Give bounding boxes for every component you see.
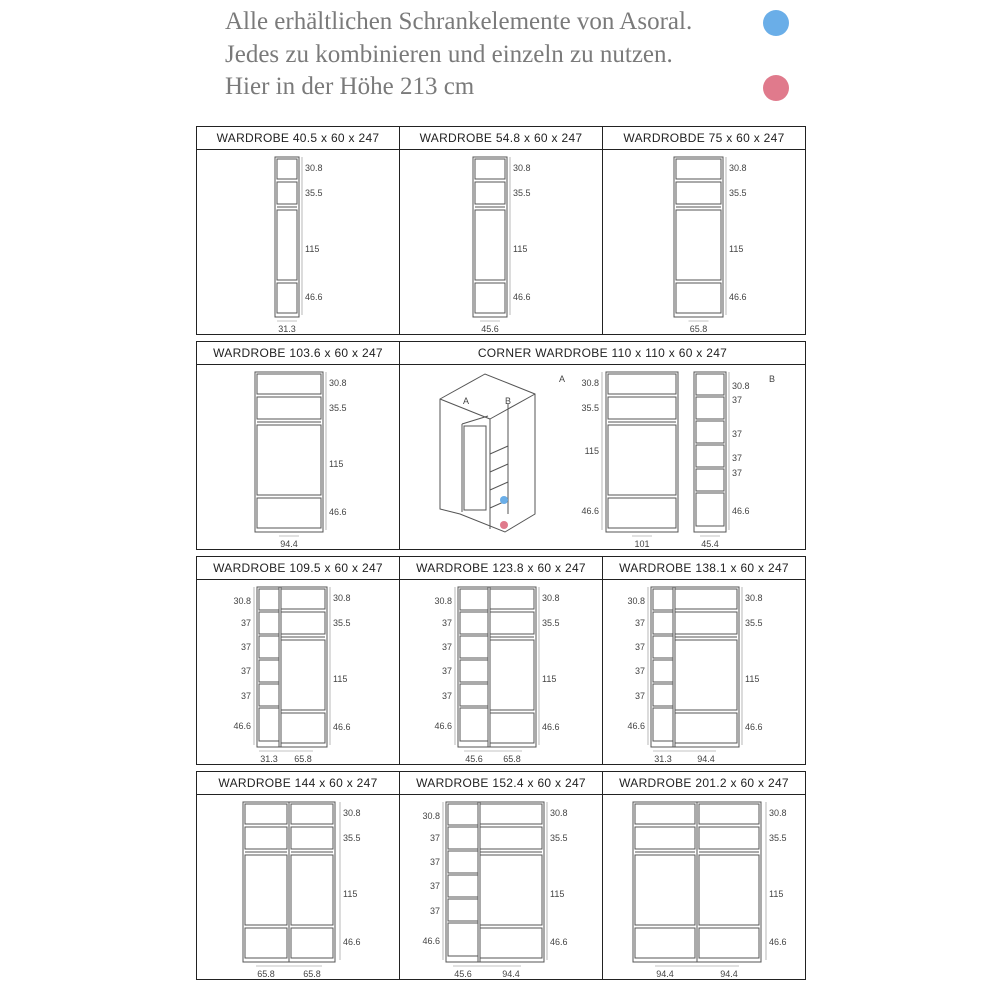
cabinet-frame bbox=[257, 587, 281, 747]
shelf-compartment bbox=[696, 397, 724, 419]
shelf-compartment bbox=[448, 851, 478, 873]
compartment-bottom bbox=[490, 713, 534, 743]
dimension-label: 94.4 bbox=[720, 969, 738, 979]
dimension-label: 30.8 bbox=[343, 808, 361, 818]
dimension-label: 37 bbox=[441, 642, 452, 652]
cabinet-frame bbox=[694, 372, 726, 532]
compartment-hanging bbox=[608, 425, 676, 495]
cabinet-frame bbox=[275, 157, 299, 317]
dimension-label: 65.8 bbox=[689, 324, 708, 334]
compartment-label-b: B bbox=[504, 396, 512, 406]
dimension-label: 37 bbox=[240, 666, 251, 676]
compartment-top bbox=[480, 804, 542, 824]
wardrobe-drawing bbox=[603, 794, 805, 979]
compartment-top bbox=[608, 374, 676, 394]
header-line-1: Alle erhältlichen Schrankelemente von Asoral. bbox=[225, 8, 693, 35]
cabinet-frame bbox=[697, 802, 761, 962]
compartment-hanging bbox=[475, 210, 505, 280]
dimension-label: 30.8 bbox=[513, 163, 531, 173]
dimension-label: 35.5 bbox=[745, 618, 763, 628]
dimension-label: 37 bbox=[240, 642, 251, 652]
dimension-label: 46.6 bbox=[422, 936, 440, 946]
shelf-compartment bbox=[448, 804, 478, 825]
shelf-compartment bbox=[460, 612, 488, 634]
wardrobe-title: WARDROBE 138.1 x 60 x 247 bbox=[603, 557, 805, 580]
wardrobe-title: WARDROBE 54.8 x 60 x 247 bbox=[400, 127, 602, 150]
wardrobe-drawing bbox=[400, 794, 602, 979]
dimension-label: 115 bbox=[343, 889, 358, 899]
cabinet-frame bbox=[606, 372, 678, 532]
dimension-label: 35.5 bbox=[333, 618, 351, 628]
compartment-top bbox=[277, 159, 297, 179]
dimension-label: 30.8 bbox=[627, 596, 645, 606]
dimension-label: 37 bbox=[634, 618, 645, 628]
cabinet-frame bbox=[243, 802, 289, 962]
blue-color-dot bbox=[763, 10, 789, 36]
shelf-compartment bbox=[448, 875, 478, 897]
wardrobe-drawing bbox=[197, 364, 399, 549]
dimension-label: 45.6 bbox=[465, 754, 483, 764]
wardrobe-drawing bbox=[400, 579, 602, 764]
dimension-label: 37 bbox=[441, 666, 452, 676]
wardrobe-cell-138-1 bbox=[603, 557, 805, 764]
compartment-top bbox=[675, 589, 737, 609]
wardrobe-title: WARDROBDE 75 x 60 x 247 bbox=[603, 127, 805, 150]
inner-shelf bbox=[490, 482, 508, 490]
shelf-compartment bbox=[259, 612, 279, 634]
compartment-hanging bbox=[281, 640, 325, 710]
dimension-label: 30.8 bbox=[581, 378, 599, 388]
dimension-label: 65.8 bbox=[257, 969, 275, 979]
compartment-upper bbox=[490, 612, 534, 634]
cabinet-frame bbox=[446, 802, 480, 962]
wardrobe-cell-201-2 bbox=[603, 772, 805, 979]
shelf-compartment bbox=[448, 827, 478, 849]
shelf-compartment bbox=[696, 469, 724, 491]
dimension-label: 45.6 bbox=[481, 324, 499, 334]
dimension-label: 30.8 bbox=[550, 808, 568, 818]
dimension-label: 115 bbox=[333, 674, 348, 684]
dimension-label: 46.6 bbox=[627, 721, 645, 731]
wardrobe-drawing bbox=[603, 149, 805, 334]
dimension-label: 37 bbox=[441, 618, 452, 628]
compartment-top bbox=[635, 804, 695, 824]
dimension-label: 115 bbox=[513, 244, 528, 254]
inner-compartment bbox=[464, 426, 486, 510]
dimension-label: 46.6 bbox=[745, 722, 763, 732]
cabinet-frame bbox=[458, 587, 490, 747]
shelf-compartment bbox=[448, 923, 478, 956]
compartment-top bbox=[291, 804, 333, 824]
compartment-top bbox=[676, 159, 721, 179]
dimension-label: 46.6 bbox=[343, 937, 361, 947]
dimension-label: 46.6 bbox=[233, 721, 251, 731]
corner-wardrobe-drawing bbox=[400, 364, 805, 549]
edge bbox=[490, 394, 535, 419]
wardrobe-title: WARDROBE 144 x 60 x 247 bbox=[197, 772, 399, 795]
dimension-label: 46.6 bbox=[769, 937, 787, 947]
compartment-top bbox=[245, 804, 287, 824]
wardrobe-row-2 bbox=[196, 341, 806, 550]
dimension-label: 65.8 bbox=[303, 969, 321, 979]
wardrobe-title: WARDROBE 40.5 x 60 x 247 bbox=[197, 127, 399, 150]
dimension-label: 37 bbox=[732, 429, 743, 439]
wardrobe-cell-103-6 bbox=[197, 342, 399, 549]
dimension-label: 46.6 bbox=[729, 292, 747, 302]
wardrobe-row-4 bbox=[196, 771, 806, 980]
shelf-compartment bbox=[460, 589, 488, 610]
pink-marker bbox=[500, 521, 508, 529]
wardrobe-drawing bbox=[197, 794, 399, 979]
cabinet-frame bbox=[633, 802, 697, 962]
dimension-label: 45.6 bbox=[454, 969, 472, 979]
wardrobe-title: WARDROBE 201.2 x 60 x 247 bbox=[603, 772, 805, 795]
header-line-2: Jedes zu kombinieren und einzeln zu nutzen. bbox=[225, 41, 673, 68]
compartment-upper bbox=[257, 397, 321, 419]
cabinet-frame bbox=[473, 157, 507, 317]
dimension-label: 31.3 bbox=[260, 754, 278, 764]
compartment-upper bbox=[475, 182, 505, 204]
compartment-hanging bbox=[277, 210, 297, 280]
compartment-top bbox=[257, 374, 321, 394]
dimension-label: 30.8 bbox=[732, 381, 750, 391]
dimension-label: 37 bbox=[429, 833, 440, 843]
dimension-label: 101 bbox=[634, 539, 650, 549]
dimension-label: 115 bbox=[542, 674, 557, 684]
cabinet-frame bbox=[289, 802, 335, 962]
compartment-bottom bbox=[675, 713, 737, 743]
compartment-hanging bbox=[291, 855, 333, 925]
wardrobe-drawing bbox=[400, 149, 602, 334]
shelf-compartment bbox=[653, 589, 673, 610]
dimension-label: 37 bbox=[634, 666, 645, 676]
wardrobe-cell-40-5 bbox=[197, 127, 399, 334]
compartment-bottom bbox=[676, 283, 721, 313]
dimension-label: 94.4 bbox=[502, 969, 520, 979]
dimension-label: 35.5 bbox=[343, 833, 361, 843]
wardrobe-title: CORNER WARDROBE 110 x 110 x 60 x 247 bbox=[400, 342, 805, 365]
compartment-bottom bbox=[281, 713, 325, 743]
dimension-label: 37 bbox=[732, 395, 743, 405]
dimension-label: 46.6 bbox=[305, 292, 323, 302]
compartment-hanging bbox=[257, 425, 321, 495]
dimension-label: 94.4 bbox=[280, 539, 298, 549]
dimension-label: 35.5 bbox=[305, 188, 323, 198]
shelf-compartment bbox=[448, 899, 478, 921]
shelf-compartment bbox=[460, 684, 488, 706]
dimension-label: 46.6 bbox=[732, 506, 750, 516]
corner-wardrobe-cell bbox=[400, 342, 805, 549]
dimension-label: 115 bbox=[745, 674, 760, 684]
dimension-label: 30.8 bbox=[422, 811, 440, 821]
dimension-label: 30.8 bbox=[745, 593, 763, 603]
compartment-upper bbox=[480, 827, 542, 849]
dimension-label: 37 bbox=[732, 453, 743, 463]
wardrobe-row-3 bbox=[196, 556, 806, 765]
dimension-label: 35.5 bbox=[513, 188, 531, 198]
dimension-label: 35.5 bbox=[542, 618, 560, 628]
dimension-label: 35.5 bbox=[769, 833, 787, 843]
pink-color-dot bbox=[763, 75, 789, 101]
dimension-label: 37 bbox=[441, 691, 452, 701]
inner-shelf bbox=[490, 464, 508, 472]
compartment-upper bbox=[699, 827, 759, 849]
compartment-upper bbox=[675, 612, 737, 634]
dimension-label: 30.8 bbox=[729, 163, 747, 173]
dimension-label: 37 bbox=[429, 906, 440, 916]
cabinet-frame bbox=[488, 587, 536, 747]
shelf-compartment bbox=[696, 374, 724, 395]
compartment-hanging bbox=[245, 855, 287, 925]
wardrobe-drawing bbox=[197, 149, 399, 334]
compartment-upper bbox=[676, 182, 721, 204]
dimension-label: 46.6 bbox=[434, 721, 452, 731]
compartment-upper bbox=[635, 827, 695, 849]
wardrobe-cell-109-5 bbox=[197, 557, 399, 764]
dimension-label: 31.3 bbox=[654, 754, 672, 764]
shelf-compartment bbox=[259, 708, 279, 741]
dimension-label: 115 bbox=[550, 889, 565, 899]
wardrobe-title: WARDROBE 109.5 x 60 x 247 bbox=[197, 557, 399, 580]
dimension-label: 46.6 bbox=[329, 507, 347, 517]
dimension-label: 46.6 bbox=[581, 506, 599, 516]
compartment-bottom bbox=[608, 498, 676, 528]
dimension-label: 115 bbox=[305, 244, 320, 254]
part-a-label: A bbox=[558, 374, 566, 384]
dimension-label: 37 bbox=[429, 881, 440, 891]
shelf-compartment bbox=[259, 636, 279, 658]
dimension-label: 37 bbox=[240, 618, 251, 628]
cabinet-frame bbox=[279, 587, 327, 747]
dimension-label: 35.5 bbox=[329, 403, 347, 413]
wardrobe-cell-54-8 bbox=[400, 127, 602, 334]
shelf-compartment bbox=[696, 445, 724, 467]
cabinet-frame bbox=[674, 157, 723, 317]
shelf-compartment bbox=[460, 708, 488, 741]
cabinet-frame bbox=[673, 587, 739, 747]
dimension-label: 37 bbox=[240, 691, 251, 701]
dimension-label: 35.5 bbox=[729, 188, 747, 198]
compartment-top bbox=[490, 589, 534, 609]
compartment-label-a: A bbox=[462, 396, 470, 406]
compartment-bottom bbox=[291, 928, 333, 958]
dimension-label: 115 bbox=[584, 446, 599, 456]
shelf-compartment bbox=[653, 612, 673, 634]
wardrobe-title: WARDROBE 152.4 x 60 x 247 bbox=[400, 772, 602, 795]
shelf-compartment bbox=[653, 708, 673, 741]
compartment-bottom bbox=[245, 928, 287, 958]
dimension-label: 37 bbox=[634, 691, 645, 701]
edge bbox=[462, 416, 488, 424]
dimension-label: 30.8 bbox=[333, 593, 351, 603]
compartment-hanging bbox=[675, 640, 737, 710]
compartment-bottom bbox=[277, 283, 297, 313]
dimension-label: 31.3 bbox=[278, 324, 296, 334]
compartment-hanging bbox=[676, 210, 721, 280]
shelf-compartment bbox=[696, 421, 724, 443]
shelf-compartment bbox=[460, 636, 488, 658]
shelf-compartment bbox=[696, 493, 724, 526]
dimension-label: 37 bbox=[429, 857, 440, 867]
wardrobe-drawing bbox=[197, 579, 399, 764]
compartment-top bbox=[475, 159, 505, 179]
cabinet-frame bbox=[255, 372, 323, 532]
wardrobe-cell-144 bbox=[197, 772, 399, 979]
dimension-label: 30.8 bbox=[329, 378, 347, 388]
shelf-compartment bbox=[653, 636, 673, 658]
dimension-label: 30.8 bbox=[769, 808, 787, 818]
wardrobe-cell-75 bbox=[603, 127, 805, 334]
dimension-label: 115 bbox=[329, 459, 344, 469]
shelf-compartment bbox=[460, 660, 488, 682]
compartment-upper bbox=[281, 612, 325, 634]
dimension-label: 30.8 bbox=[434, 596, 452, 606]
dimension-label: 46.6 bbox=[513, 292, 531, 302]
dimension-label: 30.8 bbox=[305, 163, 323, 173]
dimension-label: 115 bbox=[769, 889, 784, 899]
dimension-label: 46.6 bbox=[550, 937, 568, 947]
cabinet-frame bbox=[651, 587, 675, 747]
shelf-compartment bbox=[653, 684, 673, 706]
shelf-compartment bbox=[259, 684, 279, 706]
dimension-label: 30.8 bbox=[542, 593, 560, 603]
compartment-hanging bbox=[480, 855, 542, 925]
dimension-label: 65.8 bbox=[503, 754, 521, 764]
wardrobe-title: WARDROBE 103.6 x 60 x 247 bbox=[197, 342, 399, 365]
inner-shelf bbox=[490, 446, 508, 454]
dimension-label: 45.4 bbox=[701, 539, 719, 549]
blue-marker bbox=[500, 496, 508, 504]
dimension-label: 37 bbox=[732, 468, 743, 478]
compartment-bottom bbox=[635, 928, 695, 958]
compartment-bottom bbox=[480, 928, 542, 958]
compartment-hanging bbox=[490, 640, 534, 710]
compartment-upper bbox=[277, 182, 297, 204]
compartment-hanging bbox=[699, 855, 759, 925]
dimension-label: 46.6 bbox=[333, 722, 351, 732]
shelf-compartment bbox=[259, 589, 279, 610]
dimension-label: 35.5 bbox=[550, 833, 568, 843]
dimension-label: 35.5 bbox=[581, 403, 599, 413]
compartment-bottom bbox=[699, 928, 759, 958]
wardrobe-title: WARDROBE 123.8 x 60 x 247 bbox=[400, 557, 602, 580]
cabinet-frame bbox=[478, 802, 544, 962]
dimension-label: 94.4 bbox=[697, 754, 715, 764]
dimension-label: 46.6 bbox=[542, 722, 560, 732]
compartment-upper bbox=[291, 827, 333, 849]
compartment-upper bbox=[608, 397, 676, 419]
wardrobe-cell-123-8 bbox=[400, 557, 602, 764]
dimension-label: 115 bbox=[729, 244, 744, 254]
dimension-label: 94.4 bbox=[656, 969, 674, 979]
corner-cabinet-outline bbox=[440, 374, 535, 532]
shelf-compartment bbox=[259, 660, 279, 682]
shelf-compartment bbox=[653, 660, 673, 682]
compartment-top bbox=[699, 804, 759, 824]
dimension-label: 65.8 bbox=[294, 754, 312, 764]
compartment-bottom bbox=[475, 283, 505, 313]
compartment-upper bbox=[245, 827, 287, 849]
header-line-3: Hier in der Höhe 213 cm bbox=[225, 73, 475, 100]
compartment-hanging bbox=[635, 855, 695, 925]
dimension-label: 37 bbox=[634, 642, 645, 652]
wardrobe-row-1 bbox=[196, 126, 806, 335]
wardrobe-cell-152-4 bbox=[400, 772, 602, 979]
compartment-bottom bbox=[257, 498, 321, 528]
compartment-top bbox=[281, 589, 325, 609]
part-b-label: B bbox=[768, 374, 776, 384]
dimension-label: 30.8 bbox=[233, 596, 251, 606]
wardrobe-drawing bbox=[603, 579, 805, 764]
